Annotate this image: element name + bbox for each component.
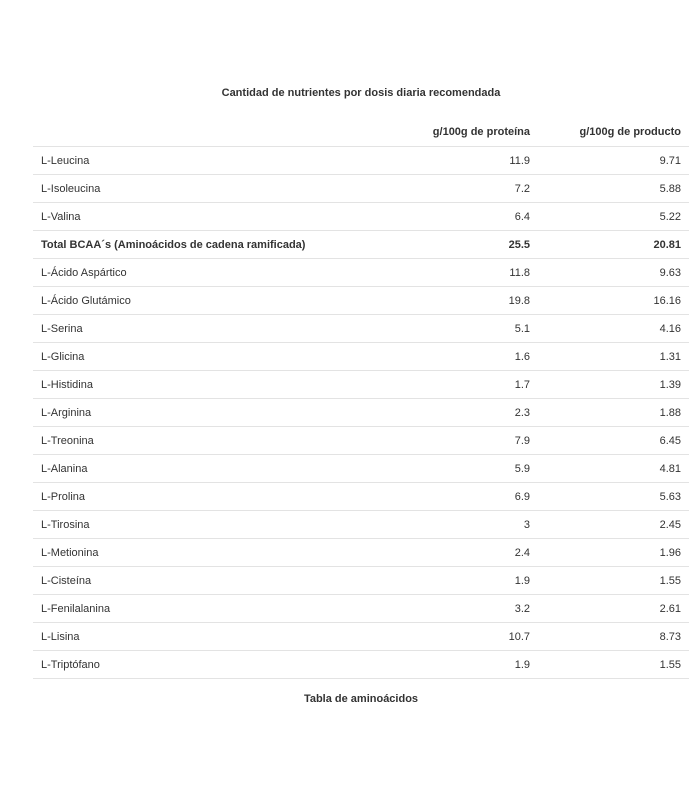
product-value: 1.31 [538,343,689,371]
table-row [33,287,689,315]
product-value: 2.61 [538,595,689,623]
amino-acid-name: L-Prolina [33,483,411,511]
amino-acid-name: L-Ácido Glutámico [33,287,411,315]
protein-value: 11.8 [411,259,538,287]
protein-value: 10.7 [411,623,538,651]
product-value: 2.45 [538,511,689,539]
amino-acid-name: L-Valina [33,203,411,231]
amino-acid-name: L-Arginina [33,399,411,427]
table-row [33,623,689,651]
product-value: 1.55 [538,651,689,679]
table-title: Cantidad de nutrientes por dosis diaria recomendada [221,87,501,99]
header-name [33,118,411,147]
table-row-total [33,231,689,259]
table-row [33,483,689,511]
table-row [33,651,689,679]
protein-value: 5.1 [411,315,538,343]
table-row [33,595,689,623]
amino-acid-name: L-Fenilalanina [33,595,411,623]
product-value: 4.16 [538,315,689,343]
table-row [33,399,689,427]
product-value: 5.22 [538,203,689,231]
table-row [33,427,689,455]
product-value: 5.88 [538,175,689,203]
amino-acid-name: L-Alanina [33,455,411,483]
amino-acid-name: L-Treonina [33,427,411,455]
product-value: 16.16 [538,287,689,315]
amino-acid-name: L-Glicina [33,343,411,371]
protein-value: 5.9 [411,455,538,483]
protein-value: 6.9 [411,483,538,511]
amino-acid-table [33,118,689,679]
product-value: 4.81 [538,455,689,483]
amino-acid-name: L-Metionina [33,539,411,567]
protein-value: 3 [411,511,538,539]
protein-value: 1.9 [411,651,538,679]
product-value: 6.45 [538,427,689,455]
table-body [33,147,689,679]
product-value: 1.96 [538,539,689,567]
protein-value: 1.7 [411,371,538,399]
amino-acid-name: L-Serina [33,315,411,343]
amino-acid-name: L-Triptófano [33,651,411,679]
header-product: g/100g de producto [579,126,681,138]
amino-acid-name: L-Lisina [33,623,411,651]
protein-value: 25.5 [411,231,538,259]
amino-acid-name: Total BCAA´s (Aminoácidos de cadena ramificada) [33,231,411,259]
product-value: 5.63 [538,483,689,511]
protein-value: 3.2 [411,595,538,623]
table-row [33,371,689,399]
table-row [33,511,689,539]
table-row [33,455,689,483]
product-value: 9.71 [538,147,689,175]
table-caption: Tabla de aminoácidos [303,693,419,705]
protein-value: 7.9 [411,427,538,455]
amino-acid-name: L-Histidina [33,371,411,399]
amino-acid-name: L-Leucina [33,147,411,175]
table-header-row [33,118,689,147]
amino-acid-name: L-Cisteína [33,567,411,595]
header-protein: g/100g de proteína [432,126,530,138]
product-value: 20.81 [538,231,689,259]
product-value: 1.88 [538,399,689,427]
protein-value: 2.4 [411,539,538,567]
amino-acid-name: L-Ácido Aspártico [33,259,411,287]
product-value: 1.39 [538,371,689,399]
table-row [33,315,689,343]
protein-value: 7.2 [411,175,538,203]
protein-value: 19.8 [411,287,538,315]
protein-value: 2.3 [411,399,538,427]
product-value: 1.55 [538,567,689,595]
amino-acid-name: L-Isoleucina [33,175,411,203]
table-row [33,259,689,287]
table-row [33,567,689,595]
protein-value: 6.4 [411,203,538,231]
table-row [33,539,689,567]
amino-acid-name: L-Tirosina [33,511,411,539]
product-value: 9.63 [538,259,689,287]
table-row [33,147,689,175]
table-row [33,203,689,231]
protein-value: 1.9 [411,567,538,595]
table-row [33,343,689,371]
protein-value: 11.9 [411,147,538,175]
protein-value: 1.6 [411,343,538,371]
product-value: 8.73 [538,623,689,651]
table-row [33,175,689,203]
